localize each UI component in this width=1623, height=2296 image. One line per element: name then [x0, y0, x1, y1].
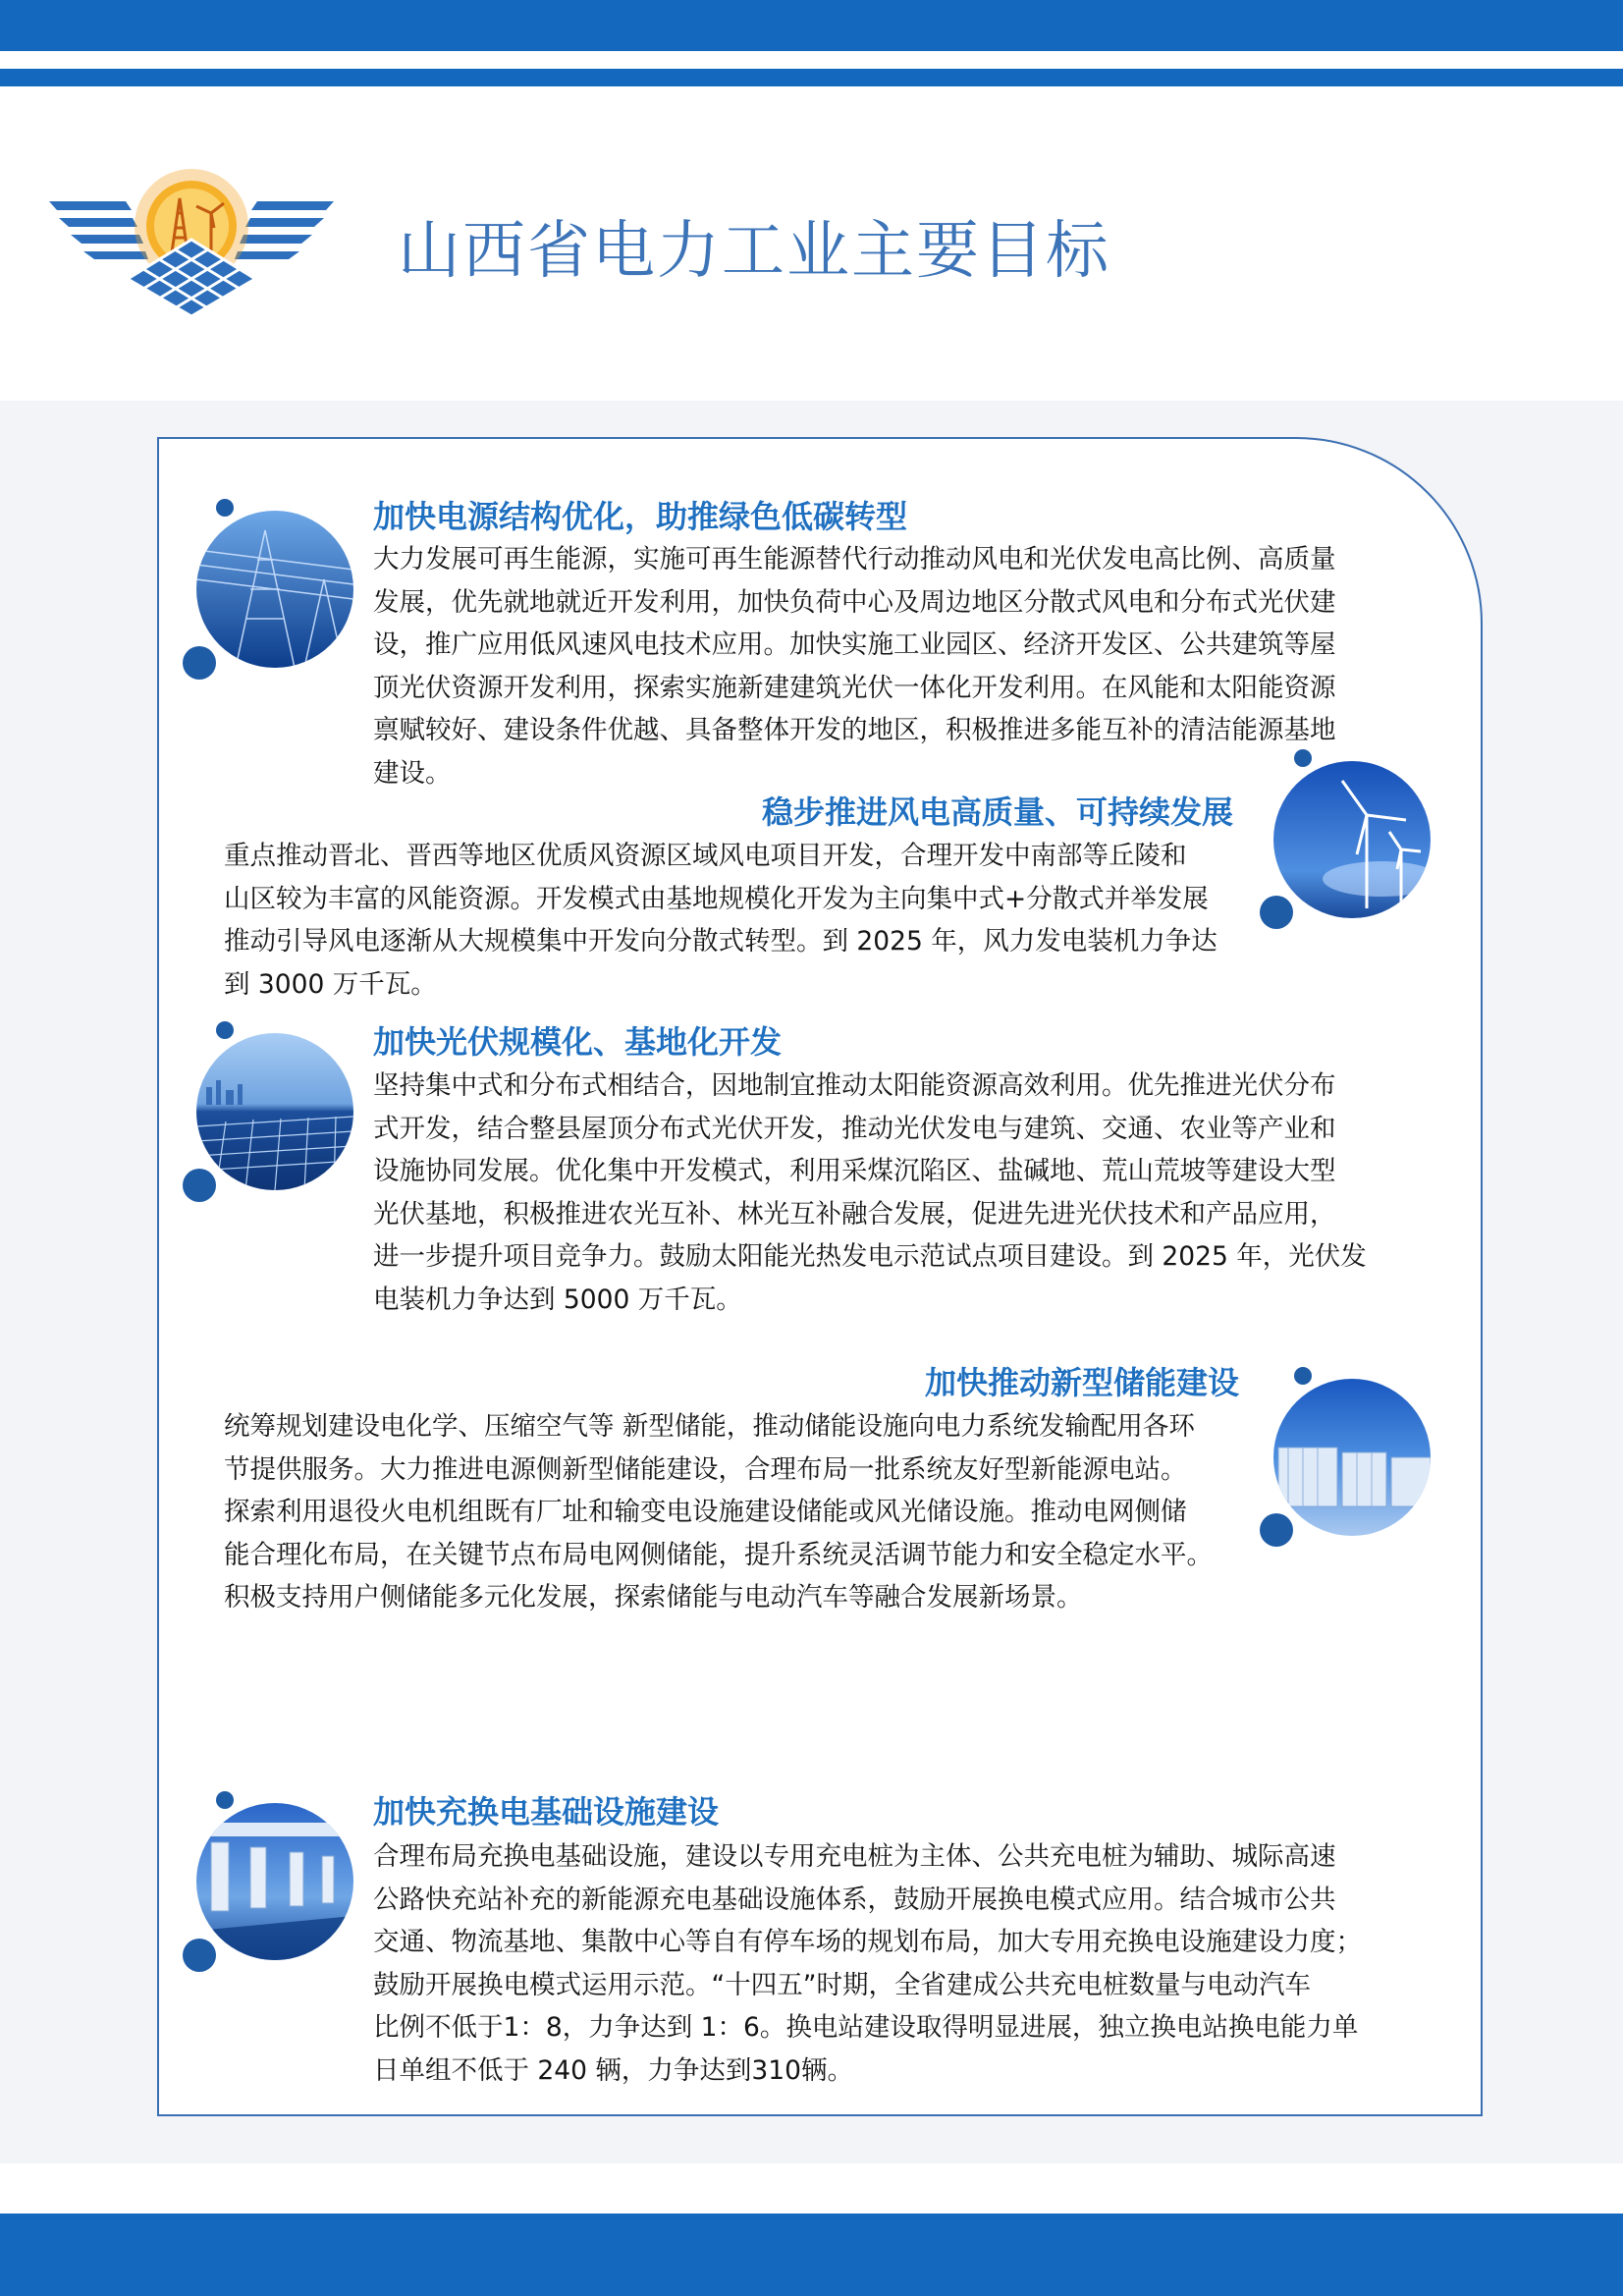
- section-5-title: 加快充换电基础设施建设: [373, 1793, 720, 1831]
- decor-dot: [183, 1939, 216, 1972]
- text-line: 设，推广应用低风速风电技术应用。加快实施工业园区、经济开发区、公共建筑等屋: [373, 629, 1336, 661]
- text-line: 电装机力争达到 5000 万千瓦。: [373, 1284, 742, 1315]
- text-line: 重点推动晋北、晋西等地区优质风资源区域风电项目开发，合理开发中南部等丘陵和: [224, 841, 1187, 871]
- text-line: 比例不低于1：8，力争达到 1：6。换电站建设取得明显进展，独立换电站换电能力单: [373, 2012, 1359, 2044]
- text-line: 顶光伏资源开发利用，探索实施新建建筑光伏一体化开发利用。在风能和太阳能资源: [373, 672, 1336, 703]
- decor-dot: [216, 1021, 234, 1039]
- section-3-title: 加快光伏规模化、基地化开发: [373, 1023, 783, 1061]
- wind-turbine-photo: [1273, 761, 1431, 918]
- power-industry-logo: [49, 169, 334, 316]
- decor-dot: [216, 499, 234, 517]
- decor-dot: [183, 646, 216, 680]
- solar-panel-photo: [196, 1033, 353, 1190]
- text-line: 日单组不低于 240 辆，力争达到310辆。: [373, 2054, 854, 2086]
- page-title: 山西省电力工业主要目标: [398, 215, 1110, 288]
- header-stripe: [0, 69, 1623, 86]
- section-4-body: [224, 1405, 1255, 1619]
- energy-storage-photo: [1273, 1379, 1431, 1536]
- decor-dot: [216, 1791, 234, 1809]
- decor-dot: [1260, 896, 1293, 929]
- decor-dot: [1260, 1513, 1293, 1547]
- decor-dot: [1294, 1367, 1312, 1385]
- text-line: 设施协同发展。优化集中开发模式，利用采煤沉陷区、盐碱地、荒山荒坡等建设大型: [373, 1156, 1336, 1187]
- section-3-body: [373, 1065, 1404, 1322]
- text-line: 交通、物流基地、集散中心等自有停车场的规划布局，加大专用充换电设施建设力度；: [373, 1927, 1362, 1958]
- text-line: 光伏基地，积极推进农光互补、林光互补融合发展，促进先进光伏技术和产品应用，: [373, 1198, 1336, 1230]
- text-line: 进一步提升项目竞争力。鼓励太阳能光热发电示范试点项目建设。到 2025 年，光伏发: [373, 1241, 1367, 1273]
- text-line: 能合理化布局，在关键节点布局电网侧储能，提升系统灵活调节能力和安全稳定水平。: [224, 1539, 1213, 1570]
- text-line: 统筹规划建设电化学、压缩空气等 新型储能，推动储能设施向电力系统发输配用各环: [224, 1411, 1195, 1442]
- text-line: 发展，优先就地就近开发利用，加快负荷中心及周边地区分散式风电和分布式光伏建: [373, 586, 1336, 618]
- decor-dot: [1294, 749, 1312, 767]
- power-transmission-tower-photo: [196, 511, 353, 668]
- text-line: 到 3000 万千瓦。: [224, 968, 437, 1000]
- section-5-body: [373, 1835, 1404, 2093]
- text-line: 节提供服务。大力推进电源侧新型储能建设，合理布局一批系统友好型新能源电站。: [224, 1453, 1187, 1485]
- text-line: 大力发展可再生能源，实施可再生能源替代行动推动风电和光伏发电高比例、高质量: [373, 544, 1336, 574]
- charging-station-photo: [196, 1803, 353, 1960]
- text-line: 公路快充站补充的新能源充电基础设施体系，鼓励开展换电模式应用。结合城市公共: [373, 1884, 1336, 1915]
- text-line: 探索利用退役火电机组既有厂址和输变电设施建设储能或风光储设施。推动电网侧储: [224, 1497, 1187, 1528]
- text-line: 禀赋较好、建设条件优越、具备整体开发的地区，积极推进多能互补的清洁能源基地: [373, 715, 1336, 746]
- section-1-title: 加快电源结构优化，助推绿色低碳转型: [373, 498, 908, 535]
- text-line: 山区较为丰富的风能资源。开发模式由基地规模化开发为主向集中式+分散式并举发展: [224, 883, 1209, 914]
- section-1-body: [373, 538, 1404, 795]
- header-top-bar: [0, 0, 1623, 51]
- text-line: 建设。: [373, 757, 452, 789]
- section-2-title: 稳步推进风电高质量、可持续发展: [762, 793, 1234, 831]
- text-line: 合理布局充换电基础设施，建设以专用充电桩为主体、公共充电桩为辅助、城际高速: [373, 1841, 1336, 1872]
- section-2-body: [224, 835, 1255, 1006]
- section-4-title: 加快推动新型储能建设: [925, 1364, 1240, 1401]
- text-line: 推动引导风电逐渐从大规模集中开发向分散式转型。到 2025 年，风力发电装机力争达: [224, 926, 1217, 957]
- text-line: 坚持集中式和分布式相结合，因地制宜推动太阳能资源高效利用。优先推进光伏分布: [373, 1070, 1336, 1101]
- text-line: 式开发，结合整县屋顶分布式光伏开发，推动光伏发电与建筑、交通、农业等产业和: [373, 1113, 1336, 1144]
- footer-bar: [0, 2214, 1623, 2296]
- decor-dot: [183, 1169, 216, 1202]
- text-line: 鼓励开展换电模式运用示范。“十四五”时期，全省建成公共充电桩数量与电动汽车: [373, 1969, 1311, 2000]
- text-line: 积极支持用户侧储能多元化发展，探索储能与电动汽车等融合发展新场景。: [224, 1582, 1083, 1613]
